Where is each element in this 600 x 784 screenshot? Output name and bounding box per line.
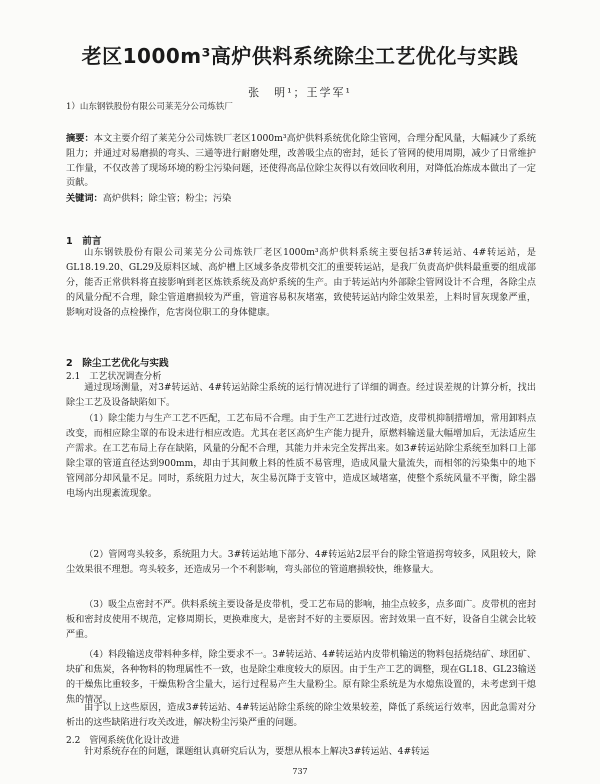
authors: 张 明¹；王学军¹ [248, 86, 352, 99]
paragraph-item-2: （2）管网弯头较多，系统阻力大。3#转运站地下部分、4#转运站2层平台的除尘管道拐弯较多，风阻较大，除尘效果很不理想。弯头较多，还造成另一个不利影响，弯头部位的管道磨损较快，维修量大。 [66, 550, 536, 576]
affiliation: 1）山东钢铁股份有限公司莱芜分公司炼铁厂 [66, 102, 233, 112]
section-heading-process: 2 除尘工艺优化与实践 [66, 358, 169, 369]
page-number: 737 [292, 767, 308, 776]
paragraph-network: 针对系统存在的问题，课题组认真研究后认为，要想从根本上解决3#转运站、4#转运 [84, 747, 430, 757]
keywords-text: 高炉供料；除尘管；粉尘；污染 [102, 193, 232, 204]
paragraph-item-1: （1）除尘能力与生产工艺不匹配，工艺布局不合理。由于生产工艺进行过改造，皮带机抑制措增加，常用卸料点改变，而相应除尘罩的布设未进行相应改造。尤其在老区高炉生产能力提升，原燃料输送量大幅增加后，无法适应生产需求。在工艺布局上存在缺陷，风量的分配不合理，其能力并未完全发挥出来。如3#转运站除尘系统至加料口上部除尘罩的管道直径达到900mm，却由于其间敷上料的性质不易管理，造成风量大量流失，而相邻的污染集中的地下管网部分却风量不足。同时，系统阻力过大，灰尘易沉降于支管中，造成区域堵塞，使整个系统风量不平衡，除尘器电场内出现紊流现象。 [66, 414, 536, 500]
paragraph-survey: 通过现场测量，对3#转运站、4#转运站除尘系统的运行情况进行了详细的调查。经过误差规的计算分析，找出除尘工艺及设备缺陷如下。 [66, 383, 536, 409]
subsection-heading-network: 2.2 管网系统优化设计改进 [66, 736, 180, 746]
paper-title: 老区1000m³高炉供料系统除尘工艺优化与实践 [81, 44, 519, 68]
paragraph-summary: 由于以上这些原因，造成3#转运站、4#转运站除尘系统的除尘效果较差，降低了系统运行效率，因此急需对分析出的这些缺陷进行攻关改进，解决粉尘污染严重的问题。 [66, 703, 536, 729]
subsection-heading-survey: 2.1 工艺状况调查分析 [66, 372, 162, 382]
abstract-text: 本文主要介绍了莱芜分公司炼铁厂老区1000m³高炉供料系统优化除尘管网，合理分配风量，大幅减少了系统阻力；并通过对易磨损的弯头、三通等进行耐磨处理，改善吸尘点的密封，延长了管网的使用周期，减少了日常维护工作量，不仅改善了现场环境的粉尘污染问题，还使得高品位除尘灰得以有效回收利用，对降低冶炼成本做出了一定贡献。 [66, 133, 536, 189]
keywords [66, 192, 536, 207]
section-heading-intro: 1 前言 [66, 236, 102, 247]
abstract-label: 摘要： [66, 133, 94, 144]
paragraph-item-4: （4）料段输送皮带料种多样，除尘要求不一。3#转运站、4#转运站内皮带机输送的物料包括烧结矿、球团矿、块矿和焦炭，各种物料的物理属性不一致，也是除尘难度较大的原因。由于生产工艺的调整，现在GL18、GL23输送的干燥焦比重较多，干燥焦粉含尘量大，运行过程易产生大量粉尘。原有除尘系统是为水熄焦设置的，未考虑到干熄焦的情况。 [66, 650, 536, 706]
paragraph-intro: 山东钢铁股份有限公司莱芜分公司炼铁厂老区1000m³高炉供料系统主要包括3#转运站、4#转运站，是GL18.19.20、GL29及原料区域、高炉槽上区域多条皮带机交汇的重要转运站，是我厂负责高炉供料最重要的组成部分，能否正常供料将直接影响到老区炼铁系统及高炉系统的生产。由于转运站内外部除尘管网设计不合理，各除尘点的风量分配不合理，除尘管道磨损较为严重，管道容易积灰堵塞，致使转运站内除尘效果差，上料时冒灰现象严重，影响对设备的点检操作，危害岗位职工的身体健康。 [66, 248, 536, 319]
keywords-label: 关键词： [66, 193, 103, 204]
paragraph-item-3: （3）吸尘点密封不严。供料系统主要设备是皮带机，受工艺布局的影响，抽尘点较多，点多面广。皮带机的密封板和密封皮使用不规范，定修周期长，更换难度大，是密封不好的主要原因。密封效果一直不好，设备自尘就会比较严重。 [66, 600, 536, 641]
abstract [66, 132, 536, 191]
